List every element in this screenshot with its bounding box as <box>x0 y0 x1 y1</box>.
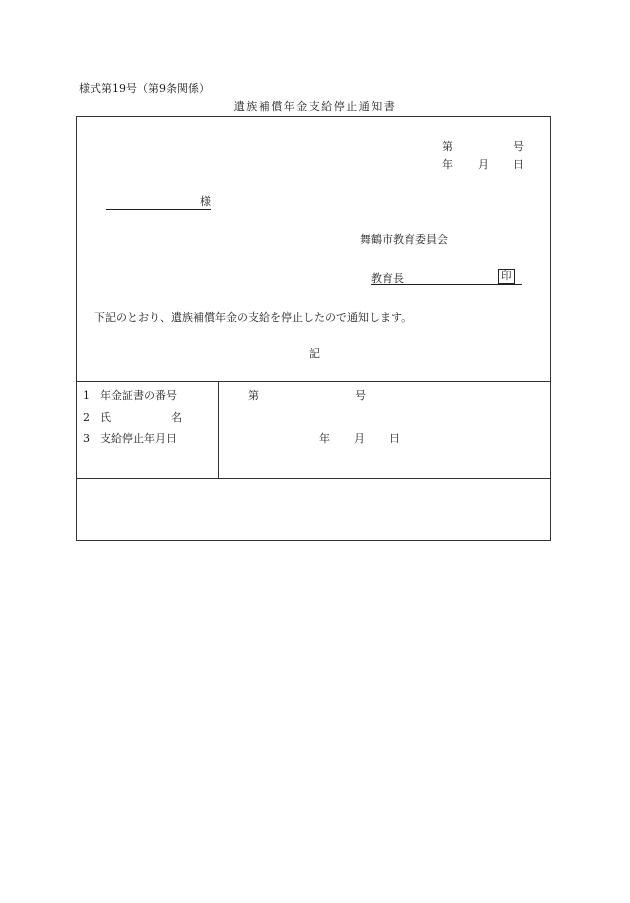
issuer-organization: 舞鶴市教育委員会 <box>360 233 448 246</box>
certificate-number-suffix: 号 <box>355 389 366 402</box>
number-prefix: 第 <box>442 140 453 153</box>
addressee-line[interactable] <box>106 196 211 210</box>
item-3-number: 3 <box>83 432 90 445</box>
item-1-number: 1 <box>83 389 90 402</box>
form-number: 様式第19号（第9条関係） <box>79 82 210 95</box>
stop-date-year[interactable]: 年 <box>319 432 330 445</box>
table-top-divider <box>77 381 550 382</box>
number-suffix: 号 <box>513 140 524 153</box>
item-2-label-part1: 氏 <box>100 411 111 424</box>
issuer-position: 教育長 <box>371 272 404 285</box>
item-1-label: 年金証書の番号 <box>100 389 177 402</box>
seal-mark: 印 <box>498 269 515 284</box>
stop-date-month[interactable]: 月 <box>354 432 365 445</box>
certificate-number-prefix[interactable]: 第 <box>248 389 259 402</box>
item-2-label-part2: 名 <box>171 411 182 424</box>
form-frame <box>76 116 551 541</box>
ki-label: 記 <box>309 347 320 360</box>
document-title: 遺族補償年金支給停止通知書 <box>233 100 397 113</box>
date-day-label: 日 <box>513 158 524 171</box>
issuer-signature-line <box>371 270 522 285</box>
date-year-label: 年 <box>442 158 453 171</box>
notes-area[interactable] <box>77 479 550 541</box>
stop-date-day[interactable]: 日 <box>389 432 400 445</box>
item-2-number: 2 <box>83 411 90 424</box>
addressee-suffix: 様 <box>200 195 211 208</box>
date-month-label: 月 <box>478 158 489 171</box>
notice-text: 下記のとおり、遺族補償年金の支給を停止したので通知します。 <box>94 311 413 324</box>
item-3-label: 支給停止年月日 <box>100 432 177 445</box>
table-column-divider <box>218 381 219 478</box>
